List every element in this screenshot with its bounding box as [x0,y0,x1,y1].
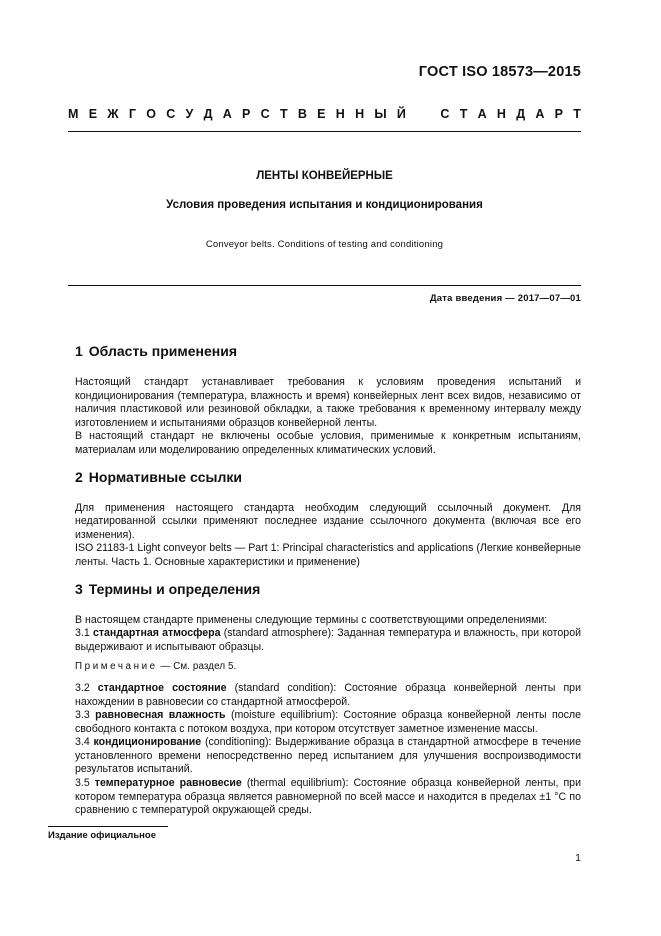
reference-item: ISO 21183-1 Light conveyor belts — Part 1: Principal characteristics and applications (Легкие конвейерные ленты. Часть 1. Основные характеристики и применение) [75,542,581,568]
section-heading: 2 Нормативные ссылки [75,468,242,485]
banner-letter: Г [128,107,136,121]
banner-letter: В [297,107,307,121]
banner-letter: А [477,107,487,121]
banner-letter: Р [554,107,563,121]
banner-letter: С [440,107,450,121]
document-body [75,342,581,828]
banner-letter: Р [242,107,251,121]
banner-letter: М [68,107,79,121]
effective-date: Дата введения — 2017—07—01 [429,293,581,304]
term-definition: 3.3 равновесная влажность (moisture equilibrium): Состояние образца конвейерной ленты после свободного контакта с потоком воздуха, при котором отсутствует заметное изменение массы. [75,709,581,735]
paragraph: В настоящем стандарте применены следующие термины с соответствующими определениями: [75,613,548,626]
banner-letter: Н [496,107,506,121]
paragraph: В настоящий стандарт не включены особые условия, применимые к конкретным испытаниям, материалам или моделированию определенных климатических условий. [75,430,581,456]
banner-letter: Й [396,107,406,121]
section-terms [75,580,581,818]
edition-note: Издание официальное [48,830,156,841]
paragraph: Настоящий стандарт устанавливает требования к условиям проведения испытаний и кондиционирования (температура, влажность и время) конвейерных лент всех видов, независимо от наличия пластиковой или резиновой обкладки, а также требования к временному интервалу между изготовлением и испытаниями образцов конвейерной ленты. [75,376,581,429]
section-heading: 3 Термины и определения [75,580,261,597]
banner-letter: О [146,107,156,121]
term-definition: 3.1 стандартная атмосфера (standard atmosphere): Заданная температура и влажность, при которой выдерживают и испытывают образцы. [75,627,582,653]
banner-letter: Т [279,107,288,121]
term-definition: 3.5 температурное равновесие (thermal equilibrium): Состояние образца конвейерной ленты, при котором температура образца является равномерной по всей массе и находится в пределах ±1 °С по сравнению с температурой окружающей среды. [75,777,581,817]
banner-letter: А [222,107,232,121]
banner-letter: Д [203,107,213,121]
paragraph: Для применения настоящего стандарта необходим следующий ссылочный документ. Для недатированной ссылки применяют последнее издание ссылочного документа (включая все его изменения). [75,501,581,541]
banner-letter: Д [516,107,526,121]
banner-letter: Н [335,107,345,121]
note: Примечание — См. раздел 5. [75,661,237,673]
document-subtitle: Условия проведения испытания и кондиционирования [166,199,483,211]
banner-letter: Е [88,107,98,121]
banner-letter: Ы [374,107,387,121]
document-title: ЛЕНТЫ КОНВЕЙЕРНЫЕ [256,170,393,182]
banner-letter [416,107,430,121]
banner-letter: А [535,107,545,121]
title-rule [68,285,581,286]
term-definition: 3.4 кондиционирование (conditioning): Выдерживание образца в стандартной атмосфере в течение установленного времени непосредственно перед испытанием для улучшения воспроизводимости результатов испытаний. [75,736,581,776]
section-normative-references [75,468,581,570]
banner-letter: С [166,107,176,121]
footer-rule [48,826,168,827]
english-title: Conveyor belts. Conditions of testing and conditioning [205,239,444,250]
banner-letter: У [185,107,194,121]
document-number: ГОСТ ISO 18573—2015 [418,64,581,80]
banner-letter: Н [355,107,365,121]
banner-letter: Т [573,107,581,121]
standard-banner [68,107,581,121]
header-rule [68,131,581,132]
section-scope [75,342,581,458]
banner-letter: Ж [107,107,119,121]
page-number: 1 [575,852,581,864]
banner-letter: Е [317,107,326,121]
banner-letter: С [260,107,270,121]
banner-letter: Т [459,107,468,121]
term-definition: 3.2 стандартное состояние (standard condition): Состояние образца конвейерной ленты при нахождении в равновесии со стандартной атмосферой. [75,681,581,708]
section-heading: 1 Область применения [75,343,238,359]
